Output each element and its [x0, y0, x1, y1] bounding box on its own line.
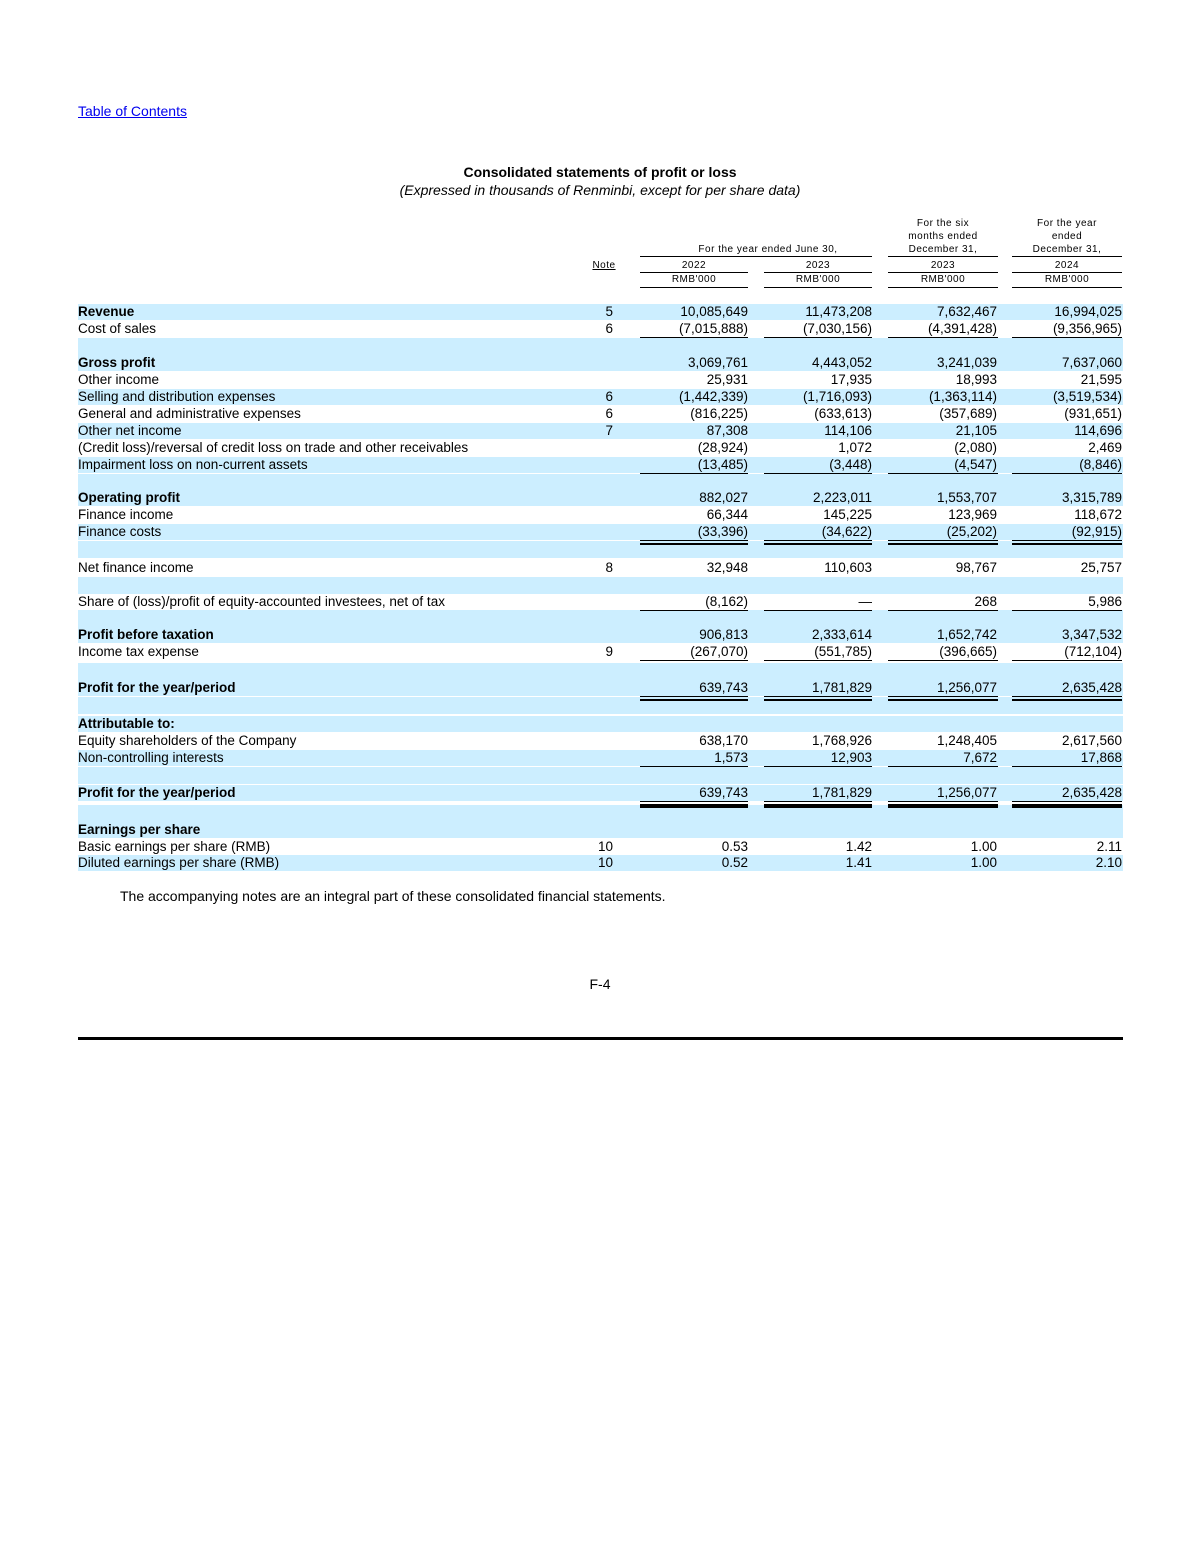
- header-year-4: 2024: [1054, 260, 1080, 271]
- row-value: 32,948: [706, 560, 748, 575]
- row-value: 906,813: [699, 627, 748, 642]
- row-note: 10: [597, 839, 613, 854]
- header-year-ended-line3: December 31,: [1032, 244, 1102, 255]
- row-value: (8,162): [705, 594, 748, 609]
- table-row: [78, 855, 1123, 871]
- table-row: [78, 822, 1123, 838]
- row-value: 123,969: [948, 507, 997, 522]
- table-row: [78, 321, 1123, 337]
- row-value: (7,015,888): [678, 321, 748, 336]
- spacer-band: [78, 474, 1123, 491]
- row-note: 6: [605, 321, 613, 336]
- header-six-months-rule: [888, 256, 998, 257]
- unit-rule-4: [1012, 287, 1122, 288]
- row-value: —: [858, 594, 872, 609]
- total-rule: [640, 699, 748, 701]
- row-value: 2.11: [1096, 839, 1122, 854]
- row-value: (28,924): [697, 440, 748, 455]
- table-row: [78, 750, 1123, 766]
- total-rule: [888, 337, 998, 338]
- row-value: 1,248,405: [936, 733, 997, 748]
- total-rule: [888, 540, 998, 541]
- table-row: [78, 457, 1123, 473]
- row-value: 638,170: [699, 733, 748, 748]
- row-value: 2,635,428: [1061, 680, 1122, 695]
- unit-rule-3: [888, 287, 998, 288]
- row-value: 5,986: [1088, 594, 1122, 609]
- row-value: (34,622): [821, 524, 872, 539]
- total-rule: [764, 696, 872, 697]
- total-rule: [640, 473, 748, 474]
- total-rule: [764, 543, 872, 545]
- total-rule: [888, 806, 998, 808]
- row-value: 12,903: [830, 750, 872, 765]
- row-value: 1.00: [970, 855, 997, 870]
- statement-subtitle: (Expressed in thousands of Renminbi, except for per share data): [399, 182, 801, 198]
- total-rule: [1012, 543, 1122, 545]
- row-value: (4,391,428): [927, 321, 997, 336]
- row-value: 10,085,649: [680, 304, 748, 319]
- header-six-months-line3: December 31,: [908, 244, 978, 255]
- header-year-ended-rule: [1012, 256, 1122, 257]
- total-rule: [1012, 696, 1122, 697]
- header-year-3: 2023: [930, 260, 956, 271]
- row-note: 10: [597, 855, 613, 870]
- spacer-band: [78, 338, 1123, 355]
- row-value: (25,202): [946, 524, 997, 539]
- row-label: Finance costs: [78, 524, 162, 539]
- total-rule: [1012, 610, 1122, 611]
- row-value: 1,781,829: [811, 680, 872, 695]
- page-number: F-4: [589, 976, 611, 992]
- unit-rule-2: [764, 287, 872, 288]
- row-value: (3,519,534): [1052, 389, 1122, 404]
- table-row: [78, 389, 1123, 405]
- header-group-rule: [640, 256, 872, 257]
- row-value: 2,635,428: [1061, 785, 1122, 800]
- row-value: 268: [974, 594, 997, 609]
- row-value: (13,485): [697, 457, 748, 472]
- row-note: 8: [605, 560, 613, 575]
- row-value: 18,993: [955, 372, 997, 387]
- row-value: 25,757: [1080, 560, 1122, 575]
- table-row: [78, 524, 1123, 540]
- table-row: [78, 423, 1123, 439]
- row-label: Attributable to:: [78, 716, 175, 731]
- row-value: 98,767: [955, 560, 997, 575]
- row-label: Diluted earnings per share (RMB): [78, 855, 280, 870]
- total-rule: [1012, 801, 1122, 802]
- total-rule: [888, 766, 998, 767]
- row-value: 7,637,060: [1061, 355, 1122, 370]
- row-value: 1,256,077: [936, 785, 997, 800]
- row-label: Profit before taxation: [78, 627, 214, 642]
- table-row: [78, 644, 1123, 660]
- row-label: Income tax expense: [78, 644, 199, 659]
- row-label: Net finance income: [78, 560, 194, 575]
- row-note: 7: [605, 423, 613, 438]
- unit-rule-1: [640, 287, 748, 288]
- row-value: 17,868: [1080, 750, 1122, 765]
- header-year-1: 2022: [681, 260, 707, 271]
- table-row: [78, 594, 1123, 610]
- row-value: 7,632,467: [936, 304, 997, 319]
- spacer-band: [78, 663, 1123, 680]
- row-value: (33,396): [697, 524, 748, 539]
- row-value: 2,333,614: [811, 627, 872, 642]
- table-of-contents-link[interactable]: Table of Contents: [78, 103, 187, 119]
- row-value: 2.10: [1095, 855, 1122, 870]
- bottom-rule: [78, 1037, 1123, 1040]
- table-row: [78, 716, 1123, 732]
- row-value: 16,994,025: [1054, 304, 1122, 319]
- row-label: Non-controlling interests: [78, 750, 224, 765]
- row-value: (1,716,093): [802, 389, 872, 404]
- row-value: (7,030,156): [802, 321, 872, 336]
- row-value: 21,105: [955, 423, 997, 438]
- row-label: (Credit loss)/reversal of credit loss on trade and other receivables: [78, 440, 469, 455]
- row-value: 3,315,789: [1061, 490, 1122, 505]
- row-value: (816,225): [690, 406, 748, 421]
- row-value: 1,781,829: [811, 785, 872, 800]
- header-unit-1: RMB'000: [671, 274, 717, 285]
- total-rule: [640, 806, 748, 808]
- total-rule: [764, 337, 872, 338]
- statement-title: Consolidated statements of profit or loss: [463, 164, 737, 180]
- row-label: Share of (loss)/profit of equity-accounted investees, net of tax: [78, 594, 445, 609]
- spacer-band: [78, 577, 1123, 594]
- table-row: [78, 355, 1123, 371]
- header-year-ended-line1: For the year: [1037, 218, 1097, 229]
- total-rule: [888, 660, 998, 661]
- header-year-group: For the year ended June 30,: [698, 244, 838, 255]
- total-rule: [640, 610, 748, 611]
- row-label: Other net income: [78, 423, 182, 438]
- header-unit-2: RMB'000: [795, 274, 841, 285]
- total-rule: [1012, 660, 1122, 661]
- header-year-ended-line2: ended: [1051, 231, 1083, 242]
- row-label: Selling and distribution expenses: [78, 389, 276, 404]
- row-value: 3,241,039: [936, 355, 997, 370]
- spacer-band: [78, 610, 1123, 627]
- row-value: 3,347,532: [1061, 627, 1122, 642]
- row-value: (1,442,339): [678, 389, 748, 404]
- total-rule: [764, 766, 872, 767]
- row-value: 66,344: [706, 507, 748, 522]
- row-value: (92,915): [1071, 524, 1122, 539]
- row-label: Profit for the year/period: [78, 785, 236, 800]
- table-row: [78, 372, 1123, 388]
- row-note: 9: [605, 644, 613, 659]
- row-value: (633,613): [814, 406, 872, 421]
- header-year-2: 2023: [805, 260, 831, 271]
- row-value: 118,672: [1074, 507, 1122, 522]
- row-value: (2,080): [954, 440, 997, 455]
- row-value: 2,469: [1088, 440, 1122, 455]
- row-value: (357,689): [939, 406, 997, 421]
- row-value: (9,356,965): [1052, 321, 1122, 336]
- table-row: [78, 627, 1123, 643]
- footnote: The accompanying notes are an integral part of these consolidated financial statements.: [120, 888, 666, 904]
- row-value: 110,603: [824, 560, 872, 575]
- total-rule: [640, 660, 748, 661]
- row-value: 145,225: [823, 507, 872, 522]
- row-value: (267,070): [690, 644, 748, 659]
- table-row: [78, 440, 1123, 456]
- row-label: Cost of sales: [78, 321, 157, 336]
- row-value: (8,846): [1079, 457, 1122, 472]
- row-label: Basic earnings per share (RMB): [78, 839, 271, 854]
- header-year-ended: [1012, 217, 1122, 256]
- row-value: 7,672: [963, 750, 997, 765]
- row-value: 1,768,926: [811, 733, 872, 748]
- header-six-months-line2: months ended: [908, 231, 978, 242]
- row-note: 5: [605, 304, 613, 319]
- total-rule: [640, 337, 748, 338]
- table-row: [78, 560, 1123, 576]
- total-rule: [1012, 766, 1122, 767]
- row-value: 639,743: [699, 680, 748, 695]
- row-value: 114,106: [824, 423, 872, 438]
- total-rule: [640, 696, 748, 697]
- row-value: (4,547): [954, 457, 997, 472]
- row-value: (551,785): [814, 644, 872, 659]
- table-row: [78, 733, 1123, 749]
- row-value: 11,473,208: [805, 304, 872, 319]
- row-label: Operating profit: [78, 490, 180, 505]
- row-value: 0.52: [721, 855, 748, 870]
- total-rule: [1012, 473, 1122, 474]
- spacer-band: [78, 767, 1123, 784]
- row-value: 1,573: [714, 750, 748, 765]
- table-row: [78, 507, 1123, 523]
- table-row: [78, 406, 1123, 422]
- row-value: (1,363,114): [928, 389, 997, 404]
- table-row: [78, 490, 1123, 506]
- row-value: 1,072: [838, 440, 872, 455]
- row-value: 0.53: [721, 839, 748, 854]
- total-rule: [640, 801, 748, 802]
- row-label: Equity shareholders of the Company: [78, 733, 297, 748]
- row-value: 114,696: [1074, 423, 1122, 438]
- total-rule: [764, 801, 872, 802]
- row-value: 2,223,011: [812, 490, 872, 505]
- row-value: 17,935: [830, 372, 872, 387]
- total-rule: [1012, 337, 1122, 338]
- total-rule: [764, 610, 872, 611]
- row-value: (3,448): [829, 457, 872, 472]
- row-value: (712,104): [1064, 644, 1122, 659]
- total-rule: [764, 473, 872, 474]
- row-value: 25,931: [706, 372, 748, 387]
- table-row: [78, 785, 1123, 801]
- row-value: 1.42: [845, 839, 872, 854]
- total-rule: [1012, 699, 1122, 701]
- table-row: [78, 839, 1123, 855]
- row-label: General and administrative expenses: [78, 406, 301, 421]
- row-value: 1,553,707: [936, 490, 997, 505]
- row-label: Profit for the year/period: [78, 680, 236, 695]
- total-rule: [888, 473, 998, 474]
- row-label: Revenue: [78, 304, 135, 319]
- row-value: 1,256,077: [936, 680, 997, 695]
- row-label: Other income: [78, 372, 160, 387]
- total-rule: [640, 766, 748, 767]
- table-row: [78, 680, 1123, 696]
- total-rule: [888, 699, 998, 701]
- header-six-months-line1: For the six: [916, 218, 970, 229]
- row-label: Gross profit: [78, 355, 156, 370]
- total-rule: [764, 806, 872, 808]
- row-value: (931,651): [1064, 406, 1122, 421]
- row-value: 4,443,052: [811, 355, 872, 370]
- row-value: (396,665): [939, 644, 997, 659]
- total-rule: [1012, 806, 1122, 808]
- header-unit-4: RMB'000: [1044, 274, 1090, 285]
- row-value: 2,617,560: [1061, 733, 1122, 748]
- total-rule: [764, 540, 872, 541]
- row-value: 87,308: [706, 423, 748, 438]
- row-value: 882,027: [699, 490, 748, 505]
- row-note: 6: [605, 389, 613, 404]
- table-row: [78, 304, 1123, 320]
- total-rule: [888, 696, 998, 697]
- row-value: 3,069,761: [687, 355, 748, 370]
- row-value: 21,595: [1080, 372, 1122, 387]
- row-value: 1.41: [845, 855, 872, 870]
- row-note: 6: [605, 406, 613, 421]
- row-value: 1,652,742: [936, 627, 997, 642]
- total-rule: [888, 610, 998, 611]
- total-rule: [888, 543, 998, 545]
- header-six-months: [888, 217, 998, 256]
- row-value: 639,743: [699, 785, 748, 800]
- row-label: Earnings per share: [78, 822, 201, 837]
- header-unit-3: RMB'000: [920, 274, 966, 285]
- row-label: Finance income: [78, 507, 174, 522]
- total-rule: [1012, 540, 1122, 541]
- row-value: 1.00: [970, 839, 997, 854]
- total-rule: [640, 543, 748, 545]
- total-rule: [640, 540, 748, 541]
- total-rule: [764, 660, 872, 661]
- total-rule: [764, 699, 872, 701]
- header-note: Note: [592, 260, 616, 271]
- total-rule: [888, 801, 998, 802]
- row-label: Impairment loss on non-current assets: [78, 457, 308, 472]
